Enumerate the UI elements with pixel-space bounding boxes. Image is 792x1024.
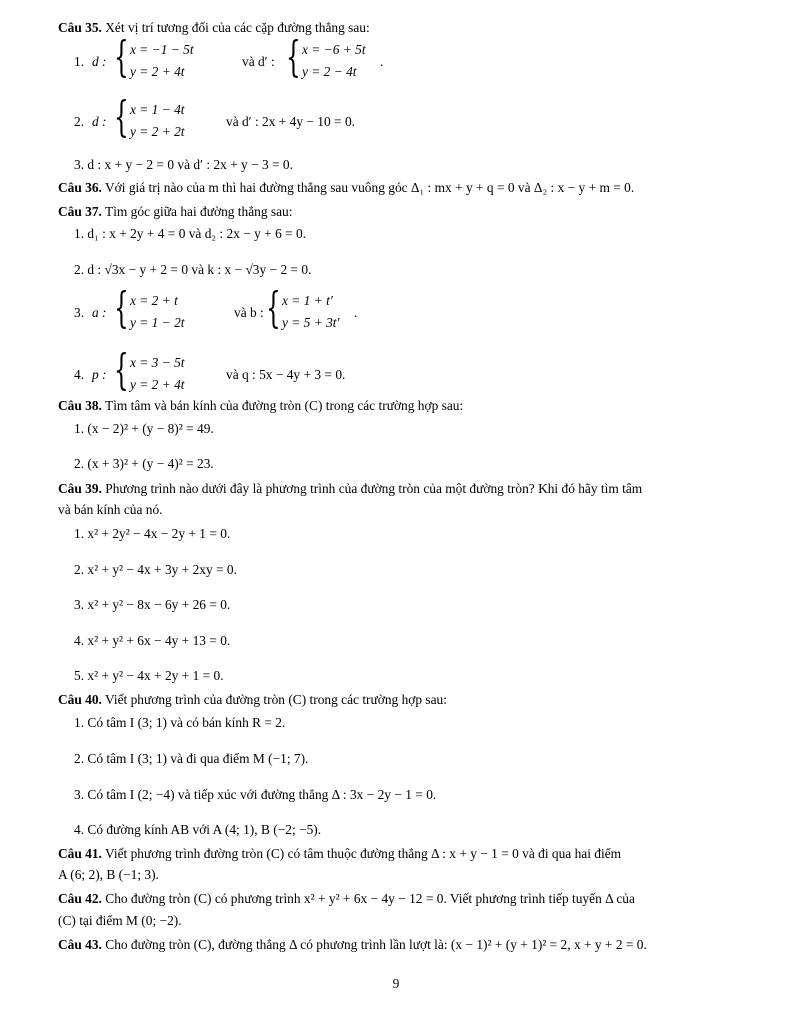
- q37-item-2: 2. d : √3x − y + 2 = 0 và k : x − √3y − 2 = 0.: [74, 262, 312, 277]
- question-42-cont: (C) tại điểm M (0; −2).: [58, 913, 182, 928]
- system-row-1: x = 3 − 5t: [130, 355, 185, 370]
- line-label: a :: [92, 305, 107, 320]
- page-number: 9: [392, 976, 400, 991]
- line-label: p :: [92, 367, 107, 382]
- q38-item-1: 1. (x − 2)² + (y − 8)² = 49.: [74, 421, 214, 436]
- system-row-2: y = 2 + 4t: [130, 377, 185, 392]
- question-40: [58, 692, 447, 708]
- line-label: d :: [92, 54, 107, 69]
- system-row-2: y = 2 + 2t: [130, 124, 185, 139]
- question-41-text: Viết phương trình đường tròn (C) có tâm thuộc đường thẳng Δ : x + y − 1 = 0 và đi qua hai điểm: [105, 846, 622, 861]
- question-39-text: Phương trình nào dưới đây là phương trình của đường tròn của một đường tròn? Khi đó hãy tìm tâm: [105, 481, 643, 496]
- question-42-text: Cho đường tròn (C) có phương trình x² + y² + 6x − 4y − 12 = 0. Viết phương trình tiếp tuyến Δ của: [105, 891, 635, 906]
- question-35-title: Câu 35.: [58, 20, 102, 35]
- system-row-1: x = −1 − 5t: [130, 42, 194, 57]
- question-43: [58, 937, 647, 953]
- left-brace: {: [114, 32, 129, 81]
- q40-item-1: 1. Có tâm I (3; 1) và có bán kính R = 2.: [74, 715, 286, 730]
- q39-item-2: 2. x² + y² − 4x + 3y + 2xy = 0.: [74, 562, 237, 577]
- system-row-2: y = 2 − 4t: [302, 64, 357, 79]
- left-brace: {: [114, 345, 129, 394]
- system-row-1: x = 1 − 4t: [130, 102, 185, 117]
- connector-text: và d′ : 2x + 4y − 10 = 0.: [226, 114, 355, 129]
- question-43-text: Cho đường tròn (C), đường thẳng Δ có phương trình lần lượt là: (x − 1)² + (y + 1)² = 2, x + y + 2 = 0.: [105, 937, 647, 952]
- q38-item-2: 2. (x + 3)² + (y − 4)² = 23.: [74, 456, 214, 471]
- question-37-text: Tìm góc giữa hai đường thẳng sau:: [105, 204, 293, 219]
- system-row-1: x = 1 + t′: [282, 293, 333, 308]
- question-41-title: Câu 41.: [58, 846, 102, 861]
- question-42-title: Câu 42.: [58, 891, 102, 906]
- system-row-1: x = 2 + t: [130, 293, 178, 308]
- connector-text: và d′ :: [242, 54, 275, 69]
- q40-item-3: 3. Có tâm I (2; −4) và tiếp xúc với đường thẳng Δ : 3x − 2y − 1 = 0.: [74, 787, 437, 802]
- period: .: [354, 305, 358, 320]
- item-number: 2.: [74, 114, 85, 129]
- system-row-2: y = 5 + 3t′: [282, 315, 340, 330]
- question-36: [58, 180, 634, 196]
- question-39-cont: và bán kính của nó.: [58, 502, 163, 517]
- q39-item-3: 3. x² + y² − 8x − 6y + 26 = 0.: [74, 597, 231, 612]
- item-number: 1.: [74, 54, 85, 69]
- q35-item-3: 3. d : x + y − 2 = 0 và d′ : 2x + y − 3 = 0.: [74, 157, 293, 172]
- question-35: [58, 20, 370, 36]
- left-brace: {: [114, 283, 129, 332]
- q39-item-1: 1. x² + 2y² − 4x − 2y + 1 = 0.: [74, 526, 231, 541]
- question-38: [58, 398, 463, 414]
- system-row-1: x = −6 + 5t: [302, 42, 366, 57]
- left-brace: {: [266, 283, 281, 332]
- question-37: [58, 204, 292, 220]
- question-40-title: Câu 40.: [58, 692, 102, 707]
- q40-item-2: 2. Có tâm I (3; 1) và đi qua điểm M (−1; 7).: [74, 751, 309, 766]
- q39-item-5: 5. x² + y² − 4x + 2y + 1 = 0.: [74, 668, 224, 683]
- question-39: [58, 481, 642, 497]
- item-number: 3.: [74, 305, 85, 320]
- item-number: 4.: [74, 367, 85, 382]
- question-41-cont: A (6; 2), B (−1; 3).: [58, 867, 159, 882]
- q40-item-4: 4. Có đường kính AB với A (4; 1), B (−2; −5).: [74, 822, 322, 837]
- question-38-text: Tìm tâm và bán kính của đường tròn (C) trong các trường hợp sau:: [105, 398, 464, 413]
- question-40-text: Viết phương trình của đường tròn (C) trong các trường hợp sau:: [105, 692, 447, 707]
- question-38-title: Câu 38.: [58, 398, 102, 413]
- system-row-2: y = 2 + 4t: [130, 64, 185, 79]
- connector-text: và b :: [234, 305, 264, 320]
- question-42: [58, 891, 635, 907]
- period: .: [380, 54, 384, 69]
- q37-item-1: 1. d₁ : x + 2y + 4 = 0 và d₂ : 2x − y + 6 = 0.: [74, 226, 307, 241]
- left-brace: {: [286, 32, 301, 81]
- system-row-2: y = 1 − 2t: [130, 315, 185, 330]
- q39-item-4: 4. x² + y² + 6x − 4y + 13 = 0.: [74, 633, 231, 648]
- line-label: d :: [92, 114, 107, 129]
- question-41: [58, 846, 621, 862]
- question-43-title: Câu 43.: [58, 937, 102, 952]
- question-39-title: Câu 39.: [58, 481, 102, 496]
- left-brace: {: [114, 92, 129, 141]
- question-36-title: Câu 36.: [58, 180, 102, 195]
- connector-text: và q : 5x − 4y + 3 = 0.: [226, 367, 346, 382]
- question-35-text: Xét vị trí tương đối của các cặp đường thẳng sau:: [105, 20, 370, 35]
- question-37-title: Câu 37.: [58, 204, 102, 219]
- question-36-text: Với giá trị nào của m thì hai đường thẳng sau vuông góc Δ₁ : mx + y + q = 0 và Δ₂ : x − y + m = 0.: [105, 180, 635, 195]
